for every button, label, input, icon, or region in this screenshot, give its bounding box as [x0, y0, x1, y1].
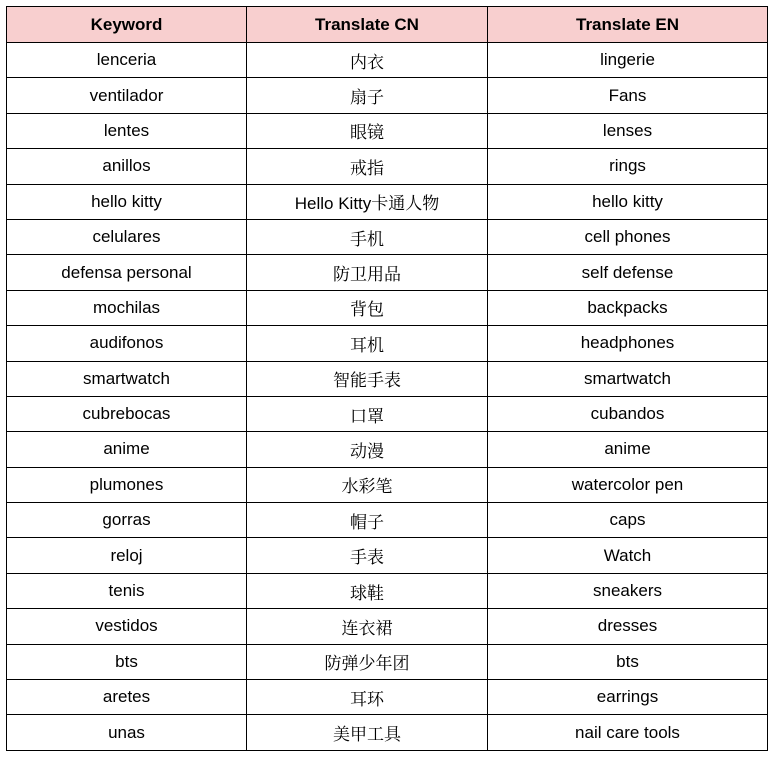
table-row	[7, 113, 768, 148]
cn-cell: 美甲工具	[247, 715, 488, 750]
keyword-cell: audifonos	[7, 326, 247, 361]
table-row	[7, 538, 768, 573]
table-body	[7, 43, 768, 751]
en-cell: cell phones	[488, 219, 768, 254]
cn-cell: 眼镜	[247, 113, 488, 148]
en-cell: cubandos	[488, 396, 768, 431]
table-row	[7, 467, 768, 502]
keyword-cell: celulares	[7, 219, 247, 254]
keyword-cell: mochilas	[7, 290, 247, 325]
table-row	[7, 609, 768, 644]
table-row	[7, 78, 768, 113]
table-row	[7, 255, 768, 290]
cn-cell: 水彩笔	[247, 467, 488, 502]
table-row	[7, 396, 768, 431]
keyword-cell: hello kitty	[7, 184, 247, 219]
cn-cell: 防卫用品	[247, 255, 488, 290]
keyword-cell: bts	[7, 644, 247, 679]
cn-cell: 耳环	[247, 680, 488, 715]
cn-cell: 戒指	[247, 149, 488, 184]
en-cell: sneakers	[488, 573, 768, 608]
table-row	[7, 326, 768, 361]
header-translate-cn: Translate CN	[247, 7, 488, 43]
en-cell: lingerie	[488, 43, 768, 78]
keyword-cell: plumones	[7, 467, 247, 502]
cn-cell: 口罩	[247, 396, 488, 431]
keyword-cell: smartwatch	[7, 361, 247, 396]
cn-cell: 背包	[247, 290, 488, 325]
cn-cell: 连衣裙	[247, 609, 488, 644]
keyword-cell: tenis	[7, 573, 247, 608]
en-cell: backpacks	[488, 290, 768, 325]
cn-cell: 手机	[247, 219, 488, 254]
en-cell: headphones	[488, 326, 768, 361]
keyword-cell: gorras	[7, 503, 247, 538]
keyword-cell: vestidos	[7, 609, 247, 644]
keyword-cell: defensa personal	[7, 255, 247, 290]
header-translate-en: Translate EN	[488, 7, 768, 43]
table-row	[7, 219, 768, 254]
cn-cell: 耳机	[247, 326, 488, 361]
cn-cell: 手表	[247, 538, 488, 573]
table-row	[7, 503, 768, 538]
en-cell: anime	[488, 432, 768, 467]
en-cell: lenses	[488, 113, 768, 148]
table-row	[7, 43, 768, 78]
table-row	[7, 573, 768, 608]
cn-cell: Hello Kitty卡通人物	[247, 184, 488, 219]
en-cell: nail care tools	[488, 715, 768, 750]
table-row	[7, 361, 768, 396]
table-row	[7, 644, 768, 679]
keyword-cell: lenceria	[7, 43, 247, 78]
keyword-cell: unas	[7, 715, 247, 750]
table-container	[6, 6, 768, 751]
en-cell: self defense	[488, 255, 768, 290]
table-row	[7, 715, 768, 750]
en-cell: caps	[488, 503, 768, 538]
table-row	[7, 432, 768, 467]
cn-cell: 智能手表	[247, 361, 488, 396]
keyword-cell: cubrebocas	[7, 396, 247, 431]
cn-cell: 球鞋	[247, 573, 488, 608]
keyword-cell: lentes	[7, 113, 247, 148]
table-row	[7, 149, 768, 184]
table-row	[7, 290, 768, 325]
en-cell: earrings	[488, 680, 768, 715]
en-cell: watercolor pen	[488, 467, 768, 502]
keyword-cell: anime	[7, 432, 247, 467]
en-cell: hello kitty	[488, 184, 768, 219]
cn-cell: 内衣	[247, 43, 488, 78]
cn-cell: 帽子	[247, 503, 488, 538]
header-keyword: Keyword	[7, 7, 247, 43]
cn-cell: 扇子	[247, 78, 488, 113]
en-cell: rings	[488, 149, 768, 184]
keyword-translation-table	[6, 6, 768, 751]
keyword-cell: ventilador	[7, 78, 247, 113]
keyword-cell: reloj	[7, 538, 247, 573]
table-row	[7, 680, 768, 715]
en-cell: bts	[488, 644, 768, 679]
en-cell: Watch	[488, 538, 768, 573]
en-cell: smartwatch	[488, 361, 768, 396]
header-row	[7, 7, 768, 43]
en-cell: Fans	[488, 78, 768, 113]
table-row	[7, 184, 768, 219]
cn-cell: 防弹少年团	[247, 644, 488, 679]
keyword-cell: aretes	[7, 680, 247, 715]
cn-cell: 动漫	[247, 432, 488, 467]
en-cell: dresses	[488, 609, 768, 644]
keyword-cell: anillos	[7, 149, 247, 184]
